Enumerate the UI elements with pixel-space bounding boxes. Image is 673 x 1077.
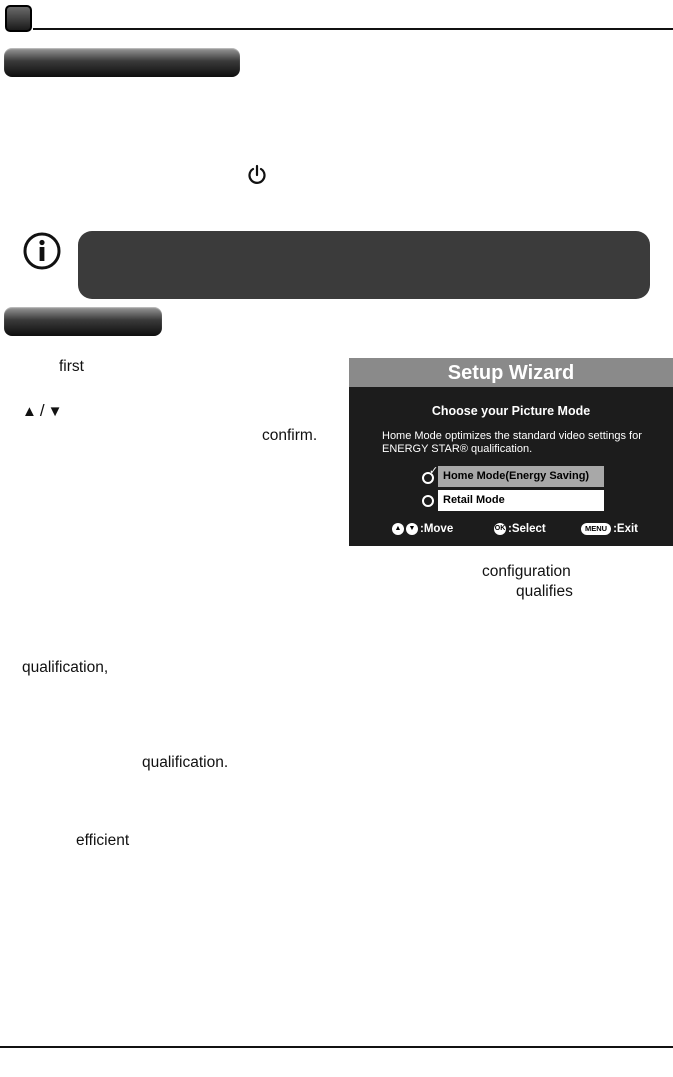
ok-key-icon: OK (494, 523, 506, 535)
hint-move (392, 523, 453, 535)
text-qualifies: qualifies (516, 583, 573, 600)
note-box (78, 231, 650, 299)
up-arrow-icon: ▲ (22, 402, 37, 420)
down-arrow-icon: ▼ (47, 402, 63, 420)
section-heading-bar (4, 48, 240, 77)
hint-select-label: :Select (508, 523, 546, 535)
hint-move-label: :Move (420, 523, 454, 535)
menu-key-icon: MENU (581, 523, 611, 535)
check-icon: ✓ (429, 465, 439, 477)
hint-select (494, 523, 546, 535)
radio-retail-mode[interactable] (422, 495, 434, 507)
text-first: first (59, 358, 84, 375)
arrow-keys (22, 401, 62, 421)
header-rule (33, 28, 673, 30)
text-efficient: efficient (76, 832, 130, 849)
text-configuration: configuration (482, 563, 571, 580)
power-icon (246, 164, 268, 186)
text-confirm: confirm. (262, 427, 318, 444)
down-key-icon: ▼ (406, 523, 418, 535)
picture-mode-heading: Choose your Picture Mode (431, 404, 591, 418)
arrow-separator: / (39, 401, 45, 420)
hint-exit (581, 523, 638, 535)
section-heading-bar (4, 307, 162, 336)
setup-wizard-title: Setup Wizard (349, 358, 673, 387)
option-retail-mode[interactable]: Retail Mode (438, 490, 604, 511)
chapter-marker (5, 5, 32, 32)
hint-exit-label: :Exit (613, 523, 639, 535)
key-hints (349, 521, 673, 539)
option-home-mode[interactable]: Home Mode(Energy Saving) (438, 466, 604, 487)
footer-rule (0, 1046, 673, 1048)
text-qualification: qualification. (142, 754, 229, 771)
text-qualification: qualification, (22, 659, 109, 676)
picture-mode-description: Home Mode optimizes the standard video settings for ENERGY STAR® qualification. (382, 430, 642, 455)
info-icon (22, 231, 62, 271)
setup-wizard-screen (349, 358, 673, 546)
up-key-icon: ▲ (392, 523, 404, 535)
